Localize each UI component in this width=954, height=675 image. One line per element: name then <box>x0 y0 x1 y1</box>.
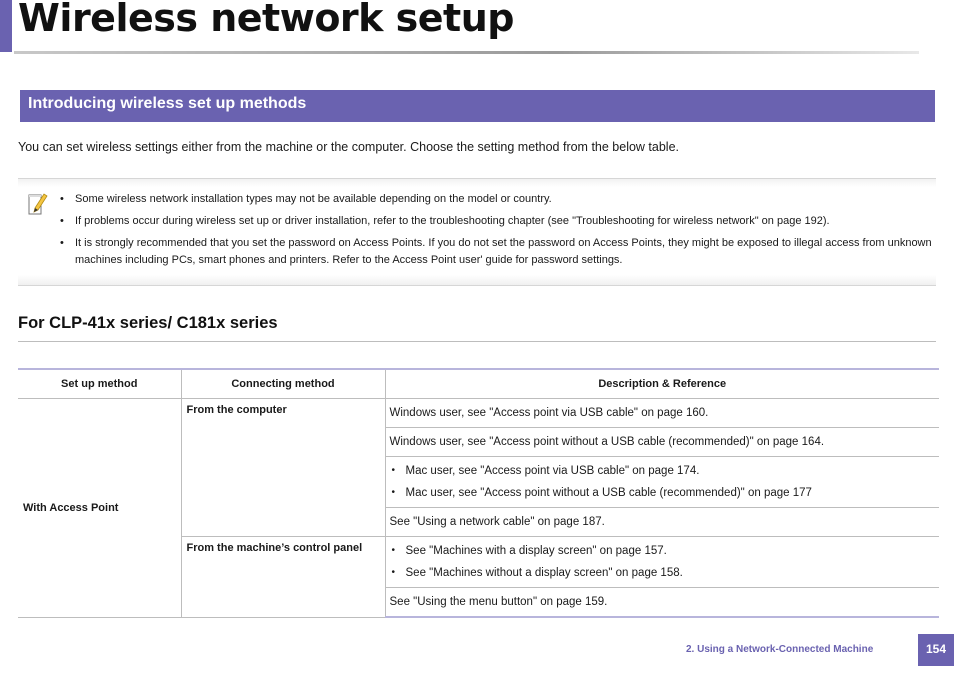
setup-methods-table <box>18 368 939 618</box>
note-item: • If problems occur during wireless set up or driver installation, refer to the troubleshooting chapter (see "Troubleshooting for wireless network" on page 192). <box>75 213 935 230</box>
description-cell: Windows user, see "Access point without a USB cable (recommended)" on page 164. <box>385 428 939 457</box>
description-list-item: • Mac user, see "Access point without a USB cable (recommended)" on page 177 <box>406 482 936 504</box>
description-cell: See "Using a network cable" on page 187. <box>385 508 939 537</box>
description-cell <box>385 537 939 588</box>
note-pencil-icon <box>26 191 48 217</box>
description-list-item: • See "Machines with a display screen" on page 157. <box>406 540 936 562</box>
intro-paragraph: You can set wireless settings either from the machine or the computer. Choose the setting method from the below table. <box>18 140 680 154</box>
series-subheading: For CLP-41x series/ C181x series <box>18 314 278 332</box>
description-list-item: • Mac user, see "Access point via USB cable" on page 174. <box>406 460 936 482</box>
connecting-method-cell: From the machine’s control panel <box>181 537 385 618</box>
connecting-method-cell: From the computer <box>181 399 385 537</box>
table-row <box>18 399 939 428</box>
subheading-divider <box>18 341 936 342</box>
setup-method-cell: With Access Point <box>18 399 181 618</box>
description-list-item: • See "Machines without a display screen" on page 158. <box>406 562 936 584</box>
header-description: Description & Reference <box>385 369 939 399</box>
note-item: • It is strongly recommended that you set the password on Access Points. If you do not set the password on Access Points, they might be exposed to illegal access from unknown machines including PCs, smart phones and printers. Refer to the Access Point user' guide for password settings. <box>75 235 935 269</box>
table-header-row <box>18 369 939 399</box>
title-accent-bar <box>0 0 12 52</box>
description-list <box>390 537 936 587</box>
note-box <box>18 178 936 286</box>
header-setup-method: Set up method <box>18 369 181 399</box>
page-title: Wireless network setup <box>18 0 514 40</box>
description-cell: See "Using the menu button" on page 159. <box>385 588 939 618</box>
footer-chapter: 2. Using a Network-Connected Machine <box>686 644 874 655</box>
header-connecting-method: Connecting method <box>181 369 385 399</box>
description-list <box>390 457 936 507</box>
section-header <box>20 90 935 122</box>
note-list <box>75 191 935 274</box>
section-heading: Introducing wireless set up methods <box>28 95 307 112</box>
page-number-badge: 154 <box>918 634 954 666</box>
description-cell <box>385 457 939 508</box>
description-cell: Windows user, see "Access point via USB cable" on page 160. <box>385 399 939 428</box>
note-item: • Some wireless network installation types may not be available depending on the model or country. <box>75 191 935 208</box>
title-divider <box>14 51 919 54</box>
